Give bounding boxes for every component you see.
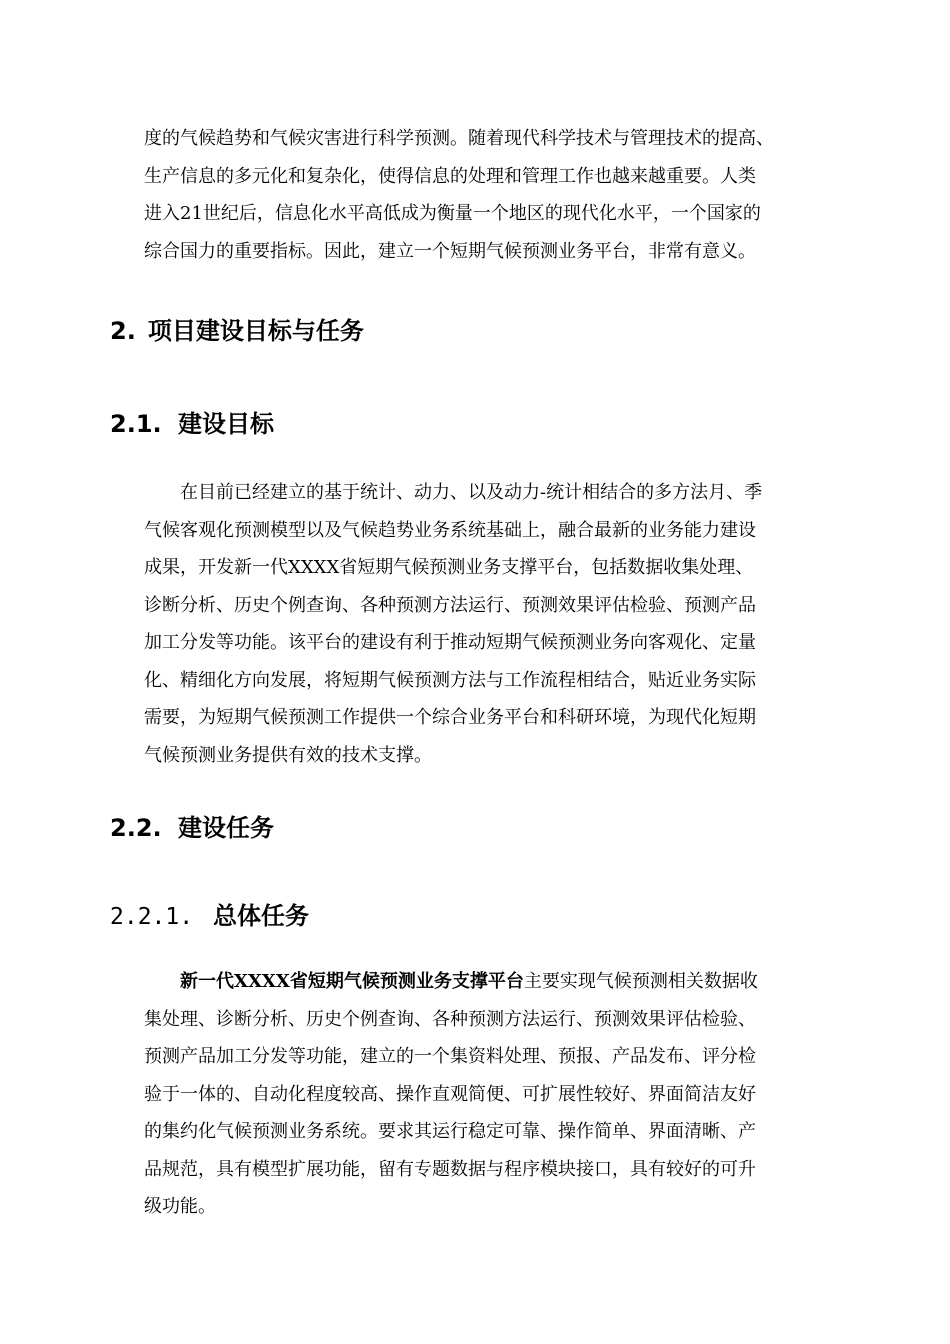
paragraph-line: 气候客观化预测模型以及气候趋势业务系统基础上，融合最新的业务能力建设 [144, 519, 756, 541]
overall-task-paragraph [144, 963, 806, 1226]
paragraph-line: 综合国力的重要指标。因此，建立一个短期气候预测业务平台，非常有意义。 [144, 240, 756, 262]
paragraph-line: 在目前已经建立的基于统计、动力、以及动力-统计相结合的多方法月、季 [180, 482, 763, 503]
paragraph-line: 诊断分析、历史个例查询、各种预测方法运行、预测效果评估检验、预测产品 [144, 594, 756, 616]
paragraph-line [144, 963, 806, 1001]
goal-paragraph [144, 474, 806, 774]
paragraph-line: 气候预测业务提供有效的技术支撑。 [144, 744, 432, 766]
paragraph-line: 需要，为短期气候预测工作提供一个综合业务平台和科研环境，为现代化短期 [144, 707, 756, 728]
section-heading-2-1 [110, 404, 274, 439]
section-number: 2.1. [110, 410, 162, 438]
paragraph-line: 的集约化气候预测业务系统。要求其运行稳定可靠、操作简单、界面清晰、产 [144, 1121, 756, 1142]
paragraph-line: 进入21世纪后，信息化水平高低成为衡量一个地区的现代化水平，一个国家的 [144, 203, 761, 224]
section-title: 总体任务 [213, 902, 309, 930]
paragraph-line: 度的气候趋势和气候灾害进行科学预测。随着现代科学技术与管理技术的提高、 [144, 128, 774, 149]
section-number: 2.2. [110, 814, 162, 842]
paragraph-line: 化、精细化方向发展，将短期气候预测方法与工作流程相结合，贴近业务实际 [144, 669, 756, 691]
section-heading-2 [110, 311, 364, 346]
paragraph-line: 加工分发等功能。该平台的建设有利于推动短期气候预测业务向客观化、定量 [144, 632, 756, 653]
paragraph-line: 验于一体的、自动化程度较高、操作直观简便、可扩展性较好、界面简洁友好 [144, 1083, 756, 1105]
section-title: 项目建设目标与任务 [147, 317, 364, 345]
paragraph-line: 成果，开发新一代XXXX省短期气候预测业务支撑平台，包括数据收集处理、 [144, 557, 754, 578]
intro-paragraph [144, 120, 806, 270]
paragraph-line: 预测产品加工分发等功能，建立的一个集资料处理、预报、产品发布、评分检 [144, 1046, 756, 1067]
section-number: 2.2.1. [110, 904, 194, 930]
section-heading-2-2 [110, 808, 274, 843]
section-heading-2-2-1 [110, 896, 309, 931]
platform-name: 新一代XXXX省短期气候预测业务支撑平台 [180, 971, 524, 992]
section-number: 2. [110, 317, 136, 345]
paragraph-line-rest: 主要实现气候预测相关数据收 [523, 971, 758, 992]
paragraph-line: 集处理、诊断分析、历史个例查询、各种预测方法运行、预测效果评估检验、 [144, 1008, 756, 1030]
section-title: 建设目标 [178, 410, 274, 438]
section-title: 建设任务 [178, 814, 274, 842]
paragraph-line: 生产信息的多元化和复杂化，使得信息的处理和管理工作也越来越重要。人类 [144, 165, 756, 187]
paragraph-line: 级功能。 [144, 1196, 216, 1217]
paragraph-line: 品规范，具有模型扩展功能，留有专题数据与程序模块接口，具有较好的可升 [144, 1158, 756, 1180]
